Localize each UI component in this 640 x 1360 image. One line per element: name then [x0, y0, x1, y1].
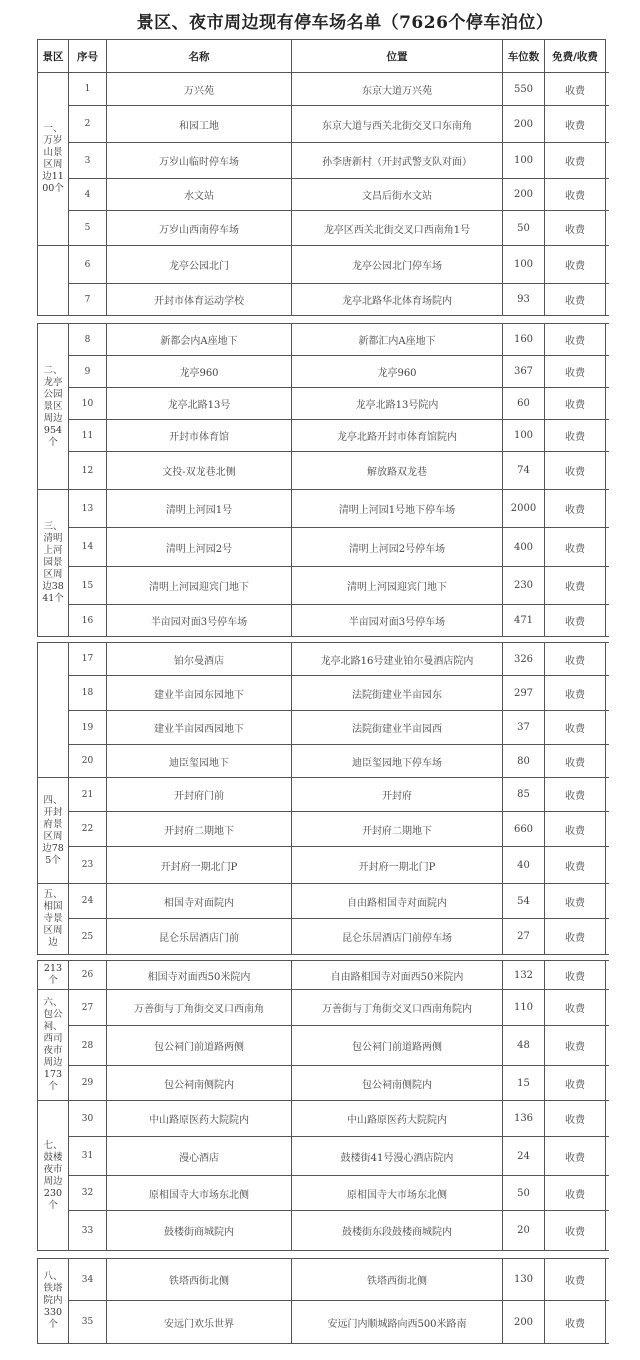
area-group-cell: 五、相国寺景区周边 [37, 883, 69, 955]
cell-seq: 3 [68, 142, 107, 179]
cell-fee: 收费 [544, 566, 606, 605]
cell-name: 龙亭960 [106, 355, 292, 388]
cell-fee: 收费 [544, 1258, 606, 1301]
cell-seq: 8 [68, 323, 107, 356]
area-group-cell: 213个 [37, 960, 69, 990]
cell-fee: 收费 [544, 387, 606, 420]
cell-fee: 收费 [544, 918, 606, 955]
cell-name: 开封府一期北门P [106, 846, 292, 884]
table-edge [606, 918, 609, 955]
table-edge [606, 323, 609, 356]
table-edge [606, 105, 609, 143]
cell-spaces: 200 [502, 105, 545, 143]
cell-name: 文投-双龙巷北侧 [106, 451, 292, 490]
cell-fee: 收费 [544, 1210, 606, 1251]
cell-location: 自由路相国寺对面院内 [291, 883, 503, 919]
cell-name: 万兴苑 [106, 72, 292, 106]
cell-location: 解放路双龙巷 [291, 451, 503, 490]
cell-name: 原相国寺大市场东北侧 [106, 1175, 292, 1211]
cell-location: 新都汇内A座地下 [291, 323, 503, 356]
cell-fee: 收费 [544, 178, 606, 211]
cell-spaces: 60 [502, 387, 545, 420]
cell-seq: 19 [68, 710, 107, 745]
table-edge [606, 744, 609, 778]
cell-location: 开封府 [291, 777, 503, 812]
cell-spaces: 132 [502, 960, 545, 990]
cell-seq: 35 [68, 1300, 107, 1344]
cell-location: 清明上河园迎宾门地下 [291, 566, 503, 605]
table-edge [606, 1136, 609, 1176]
cell-seq: 6 [68, 245, 107, 284]
cell-name: 开封市体育馆 [106, 419, 292, 452]
cell-seq: 20 [68, 744, 107, 778]
cell-fee: 收费 [544, 1136, 606, 1176]
cell-name: 清明上河园2号 [106, 527, 292, 567]
table-edge [606, 989, 609, 1026]
cell-location: 自由路相国寺对面西50米院内 [291, 960, 503, 990]
header-area: 景区 [37, 39, 69, 73]
cell-name: 相国寺对面院内 [106, 883, 292, 919]
cell-name: 安远门欢乐世界 [106, 1300, 292, 1344]
cell-spaces: 40 [502, 846, 545, 884]
table-edge [606, 846, 609, 884]
cell-name: 开封市体育运动学校 [106, 283, 292, 316]
cell-name: 铁塔西街北侧 [106, 1258, 292, 1301]
cell-spaces: 400 [502, 527, 545, 567]
cell-fee: 收费 [544, 245, 606, 284]
table-edge [606, 419, 609, 452]
cell-spaces: 550 [502, 72, 545, 106]
table-edge [606, 1065, 609, 1101]
table-edge [606, 142, 609, 179]
cell-spaces: 80 [502, 744, 545, 778]
cell-name: 相国寺对面西50米院内 [106, 960, 292, 990]
cell-location: 铁塔西街北侧 [291, 1258, 503, 1301]
cell-spaces: 367 [502, 355, 545, 388]
cell-name: 迪臣玺园地下 [106, 744, 292, 778]
cell-name: 半亩园对面3号停车场 [106, 604, 292, 637]
cell-spaces: 136 [502, 1100, 545, 1137]
cell-location: 法院街建业半亩园西 [291, 710, 503, 745]
cell-spaces: 20 [502, 1210, 545, 1251]
cell-location: 龙亭960 [291, 355, 503, 388]
cell-location: 昆仑乐居酒店门前停车场 [291, 918, 503, 955]
table-edge [606, 489, 609, 528]
cell-spaces: 200 [502, 1300, 545, 1344]
cell-seq: 11 [68, 419, 107, 452]
cell-fee: 收费 [544, 1100, 606, 1137]
cell-spaces: 297 [502, 675, 545, 711]
cell-seq: 17 [68, 642, 107, 676]
cell-name: 清明上河园1号 [106, 489, 292, 528]
cell-location: 文昌后街水文站 [291, 178, 503, 211]
table-edge [606, 1258, 609, 1301]
cell-name: 鼓楼街商城院内 [106, 1210, 292, 1251]
cell-fee: 收费 [544, 355, 606, 388]
cell-fee: 收费 [544, 744, 606, 778]
cell-spaces: 200 [502, 178, 545, 211]
cell-location: 孙李唐新村（开封武警支队对面） [291, 142, 503, 179]
table-edge [606, 1210, 609, 1251]
cell-fee: 收费 [544, 1175, 606, 1211]
cell-fee: 收费 [544, 811, 606, 847]
cell-name: 开封府二期地下 [106, 811, 292, 847]
cell-seq: 12 [68, 451, 107, 490]
cell-name: 昆仑乐居酒店门前 [106, 918, 292, 955]
cell-fee: 收费 [544, 846, 606, 884]
cell-spaces: 15 [502, 1065, 545, 1101]
cell-fee: 收费 [544, 489, 606, 528]
cell-name: 包公祠门前道路两侧 [106, 1025, 292, 1066]
cell-location: 开封府一期北门P [291, 846, 503, 884]
cell-location: 中山路原医药大院院内 [291, 1100, 503, 1137]
cell-fee: 收费 [544, 883, 606, 919]
cell-fee: 收费 [544, 960, 606, 990]
table-edge [606, 604, 609, 637]
cell-seq: 22 [68, 811, 107, 847]
cell-spaces: 50 [502, 1175, 545, 1211]
area-group-cell: 六、包公祠、西司夜市周边173个 [37, 989, 69, 1101]
header-name: 名称 [106, 39, 292, 73]
table-edge [606, 1175, 609, 1211]
cell-fee: 收费 [544, 989, 606, 1026]
cell-fee: 收费 [544, 283, 606, 316]
cell-name: 和园工地 [106, 105, 292, 143]
cell-seq: 29 [68, 1065, 107, 1101]
cell-location: 东京大道万兴苑 [291, 72, 503, 106]
table-edge [606, 675, 609, 711]
cell-fee: 收费 [544, 1300, 606, 1344]
cell-seq: 15 [68, 566, 107, 605]
table-edge [606, 210, 609, 246]
cell-fee: 收费 [544, 710, 606, 745]
cell-location: 迪臣玺园地下停车场 [291, 744, 503, 778]
table-edge [606, 1300, 609, 1344]
cell-location: 龙亭北路开封市体育馆院内 [291, 419, 503, 452]
cell-seq: 27 [68, 989, 107, 1026]
cell-spaces: 471 [502, 604, 545, 637]
table-edge [606, 283, 609, 316]
cell-spaces: 85 [502, 777, 545, 812]
cell-location: 包公祠门前道路两侧 [291, 1025, 503, 1066]
cell-seq: 9 [68, 355, 107, 388]
cell-fee: 收费 [544, 1025, 606, 1066]
cell-seq: 34 [68, 1258, 107, 1301]
table-edge [606, 355, 609, 388]
area-group-cell: 三、清明上河园景区周边3841个 [37, 489, 69, 637]
cell-location: 安远门内顺城路向西500米路南 [291, 1300, 503, 1344]
area-group-cell [37, 642, 69, 778]
cell-spaces: 100 [502, 245, 545, 284]
area-group-cell: 八、铁塔院内330个 [37, 1258, 69, 1344]
table-edge [606, 642, 609, 676]
cell-spaces: 100 [502, 419, 545, 452]
header-spaces: 车位数 [502, 39, 545, 73]
cell-spaces: 93 [502, 283, 545, 316]
area-group-cell: 四、开封府景区周边785个 [37, 777, 69, 884]
cell-name: 建业半亩园西园地下 [106, 710, 292, 745]
table-edge [606, 883, 609, 919]
header-fee: 免费/收费 [544, 39, 606, 73]
cell-seq: 1 [68, 72, 107, 106]
cell-spaces: 2000 [502, 489, 545, 528]
cell-spaces: 24 [502, 1136, 545, 1176]
table-edge [606, 960, 609, 990]
cell-spaces: 230 [502, 566, 545, 605]
cell-location: 清明上河园2号停车场 [291, 527, 503, 567]
table-edge [606, 72, 609, 106]
cell-seq: 7 [68, 283, 107, 316]
cell-seq: 10 [68, 387, 107, 420]
cell-name: 铂尔曼酒店 [106, 642, 292, 676]
table-edge [606, 1025, 609, 1066]
cell-seq: 32 [68, 1175, 107, 1211]
table-edge [606, 245, 609, 284]
header-location: 位置 [291, 39, 503, 73]
cell-name: 万岁山临时停车场 [106, 142, 292, 179]
cell-location: 东京大道与西关北街交叉口东南角 [291, 105, 503, 143]
cell-location: 半亩园对面3号停车场 [291, 604, 503, 637]
cell-name: 中山路原医药大院院内 [106, 1100, 292, 1137]
cell-spaces: 50 [502, 210, 545, 246]
area-group-cell [37, 245, 69, 316]
cell-fee: 收费 [544, 527, 606, 567]
cell-spaces: 74 [502, 451, 545, 490]
cell-location: 原相国寺大市场东北侧 [291, 1175, 503, 1211]
cell-location: 法院街建业半亩园东 [291, 675, 503, 711]
cell-seq: 5 [68, 210, 107, 246]
cell-seq: 13 [68, 489, 107, 528]
cell-location: 清明上河园1号地下停车场 [291, 489, 503, 528]
area-group-cell: 七、鼓楼夜市周边230个 [37, 1100, 69, 1251]
cell-location: 龙亭北路华北体育场院内 [291, 283, 503, 316]
cell-name: 龙亭公园北门 [106, 245, 292, 284]
cell-seq: 23 [68, 846, 107, 884]
cell-seq: 2 [68, 105, 107, 143]
cell-seq: 24 [68, 883, 107, 919]
cell-name: 漫心酒店 [106, 1136, 292, 1176]
cell-fee: 收费 [544, 419, 606, 452]
area-group-cell: 一、万岁山景区周边1100个 [37, 72, 69, 246]
cell-seq: 28 [68, 1025, 107, 1066]
cell-fee: 收费 [544, 642, 606, 676]
cell-location: 鼓楼街41号漫心酒店院内 [291, 1136, 503, 1176]
cell-location: 万善街与丁角街交叉口西南角院内 [291, 989, 503, 1026]
cell-seq: 18 [68, 675, 107, 711]
cell-seq: 26 [68, 960, 107, 990]
table-edge [606, 811, 609, 847]
cell-name: 水文站 [106, 178, 292, 211]
cell-seq: 4 [68, 178, 107, 211]
cell-location: 龙亭公园北门停车场 [291, 245, 503, 284]
cell-fee: 收费 [544, 675, 606, 711]
cell-fee: 收费 [544, 451, 606, 490]
cell-fee: 收费 [544, 72, 606, 106]
cell-location: 包公祠南侧院内 [291, 1065, 503, 1101]
cell-location: 开封府二期地下 [291, 811, 503, 847]
cell-location: 龙亭北路16号建业铂尔曼酒店院内 [291, 642, 503, 676]
cell-spaces: 660 [502, 811, 545, 847]
cell-spaces: 54 [502, 883, 545, 919]
cell-seq: 30 [68, 1100, 107, 1137]
area-group-cell: 二、龙亭公园景区周边954个 [37, 323, 69, 490]
cell-seq: 31 [68, 1136, 107, 1176]
cell-spaces: 48 [502, 1025, 545, 1066]
header-seq: 序号 [68, 39, 107, 73]
cell-spaces: 37 [502, 710, 545, 745]
cell-fee: 收费 [544, 105, 606, 143]
cell-spaces: 160 [502, 323, 545, 356]
cell-spaces: 27 [502, 918, 545, 955]
cell-name: 万岁山西南停车场 [106, 210, 292, 246]
cell-spaces: 130 [502, 1258, 545, 1301]
cell-fee: 收费 [544, 210, 606, 246]
document-title: 景区、夜市周边现有停车场名单（7626个停车泊位） [136, 13, 554, 33]
table-edge [606, 710, 609, 745]
cell-fee: 收费 [544, 142, 606, 179]
cell-fee: 收费 [544, 604, 606, 637]
cell-fee: 收费 [544, 1065, 606, 1101]
cell-name: 开封府门前 [106, 777, 292, 812]
table-edge [606, 777, 609, 812]
cell-name: 包公祠南侧院内 [106, 1065, 292, 1101]
table-edge [606, 527, 609, 567]
cell-location: 鼓楼街东段鼓楼商城院内 [291, 1210, 503, 1251]
cell-location: 龙亭区西关北街交叉口西南角1号 [291, 210, 503, 246]
cell-name: 清明上河园迎宾门地下 [106, 566, 292, 605]
table-edge [606, 387, 609, 420]
cell-seq: 25 [68, 918, 107, 955]
table-edge [606, 566, 609, 605]
cell-spaces: 110 [502, 989, 545, 1026]
cell-fee: 收费 [544, 777, 606, 812]
cell-name: 新都会内A座地下 [106, 323, 292, 356]
table-edge [606, 451, 609, 490]
cell-name: 龙亭北路13号 [106, 387, 292, 420]
cell-seq: 14 [68, 527, 107, 567]
cell-name: 万善街与丁角街交叉口西南角 [106, 989, 292, 1026]
table-edge [606, 178, 609, 211]
cell-spaces: 100 [502, 142, 545, 179]
cell-spaces: 326 [502, 642, 545, 676]
cell-seq: 16 [68, 604, 107, 637]
cell-seq: 21 [68, 777, 107, 812]
cell-seq: 33 [68, 1210, 107, 1251]
table-edge [606, 1100, 609, 1137]
cell-fee: 收费 [544, 323, 606, 356]
cell-location: 龙亭北路13号院内 [291, 387, 503, 420]
cell-name: 建业半亩园东园地下 [106, 675, 292, 711]
